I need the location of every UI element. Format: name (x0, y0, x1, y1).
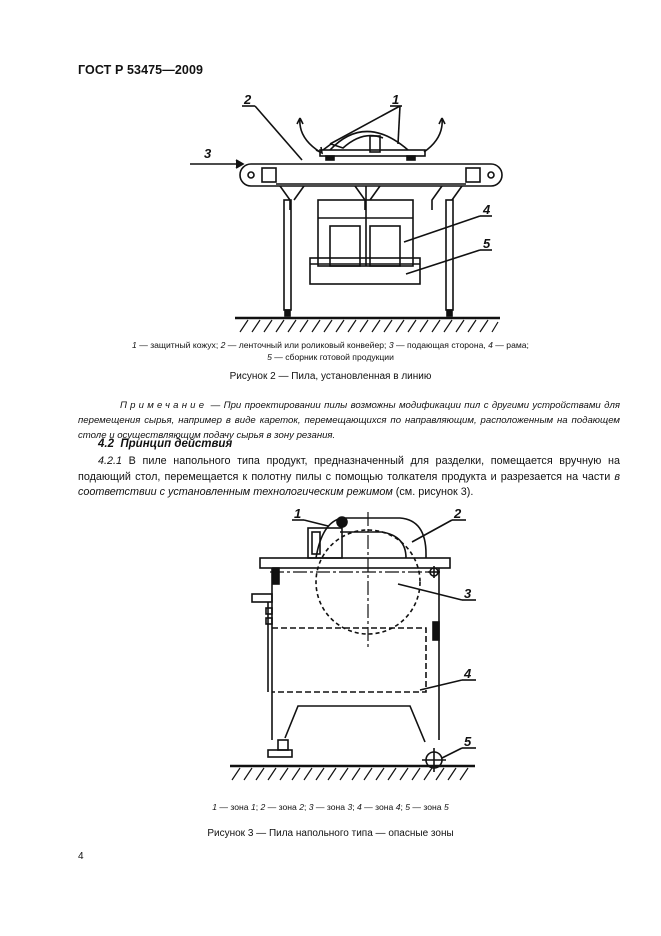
figure-2-drawing (180, 88, 520, 333)
figure-2-legend: 1 — защитный кожух; 2 — ленточный или роликовый конвейер; 3 — подающая сторона, 4 — рама; 5 — сборник готовой продукции (132, 340, 529, 362)
callout-4: 4 (464, 666, 472, 681)
figure-3-legend: 1 — зона 1; 2 — зона 2; 3 — зона 3; 4 — зона 4; 5 — зона 5 (212, 802, 449, 812)
callout-4: 4 (483, 202, 491, 217)
callout-5: 5 (483, 236, 491, 251)
paragraph-4-2-1: 4.2.1 В пиле напольного типа продукт, предназначенный для разделки, помещается вручную на подающий стол, перемещается к полотну пилы с помощью толкателя продукта и разрезается на части в соответствии с установленным технологическим режимом (см. рисунок 3). (78, 455, 620, 498)
note-label: Примечание (120, 400, 208, 411)
callout-3: 3 (464, 586, 472, 601)
document-header: ГОСТ Р 53475—2009 (78, 63, 204, 77)
callout-1: 1 (294, 506, 302, 521)
section-heading: 4.2 Принцип действия (98, 438, 233, 450)
callout-3: 3 (204, 146, 212, 161)
callout-5: 5 (464, 734, 472, 749)
callout-2: 2 (454, 506, 462, 521)
figure-2-caption: Рисунок 2 — Пила, установленная в линию (229, 371, 432, 382)
figure-3-drawing (230, 502, 500, 792)
note-paragraph (78, 398, 620, 443)
note-text: — При проектировании пилы возможны модификации пил с другими устройствами для перемещения сырья, например в виде кареток, перемещающихся по направляющим, расположенным на подающем столе и осуществляющим подачу сырья в зону резания. (78, 400, 620, 441)
page-number: 4 (78, 851, 84, 862)
callout-2: 2 (244, 92, 252, 107)
callout-1: 1 (392, 92, 400, 107)
figure-3-caption: Рисунок 3 — Пила напольного типа — опасные зоны (207, 828, 454, 839)
